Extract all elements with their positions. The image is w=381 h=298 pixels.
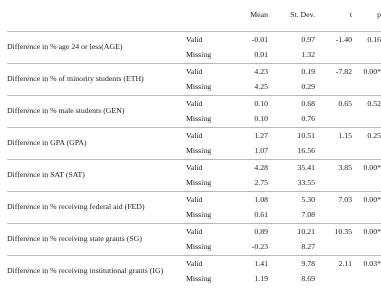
header-t: t bbox=[315, 0, 352, 32]
sd-value: 10.21 bbox=[268, 224, 315, 240]
p-value-empty bbox=[352, 48, 381, 64]
header-p: p bbox=[352, 0, 381, 32]
mean-value: 2.75 bbox=[254, 178, 268, 188]
mean-value: 0.10 bbox=[228, 96, 268, 112]
group-label: Missing bbox=[186, 274, 212, 284]
variable-label: Difference in SAT (SAT) bbox=[7, 160, 186, 192]
t-value: -1.40 bbox=[335, 34, 352, 44]
t-value-empty bbox=[315, 272, 352, 288]
sd-value: 16.56 bbox=[297, 146, 315, 156]
sd-value: 8.69 bbox=[301, 274, 315, 284]
mean-value: -0.23 bbox=[251, 242, 268, 252]
sd-value: 33.55 bbox=[297, 178, 315, 188]
p-value: 0.00* bbox=[352, 160, 381, 176]
mean-value: -0.01 bbox=[251, 34, 268, 44]
t-value-empty bbox=[315, 144, 352, 160]
t-value: 10.35 bbox=[315, 224, 352, 240]
mean-value: 0.10 bbox=[254, 114, 268, 124]
group-label: Valid bbox=[186, 96, 228, 112]
t-value: 0.65 bbox=[315, 96, 352, 112]
variable-label: Difference in % receiving institutional grants (IG) bbox=[7, 256, 186, 288]
mean-value: 0.61 bbox=[254, 210, 268, 220]
sd-value: 5.30 bbox=[268, 192, 315, 208]
table-row-valid bbox=[7, 224, 381, 240]
sd-value: 0.68 bbox=[268, 96, 315, 112]
group-label: Missing bbox=[186, 82, 212, 92]
mean-value: 0.01 bbox=[254, 50, 268, 60]
mean-value: 1.41 bbox=[228, 256, 268, 272]
p-value-empty bbox=[352, 80, 381, 96]
t-value-empty bbox=[315, 240, 352, 256]
variable-label: Difference in GPA (GPA) bbox=[7, 128, 186, 160]
sd-value: 1.32 bbox=[301, 50, 315, 60]
p-value: 0.25 bbox=[352, 128, 381, 144]
group-label: Missing bbox=[186, 210, 212, 220]
t-value: 3.85 bbox=[315, 160, 352, 176]
mean-value: 1.08 bbox=[228, 192, 268, 208]
group-label: Valid bbox=[186, 34, 203, 44]
p-value: 0.00* bbox=[352, 64, 381, 80]
table-row-valid bbox=[7, 192, 381, 208]
mean-value: 4.28 bbox=[228, 160, 268, 176]
t-value: -7.82 bbox=[315, 64, 352, 80]
group-label: Missing bbox=[186, 242, 212, 252]
table-row-valid bbox=[7, 128, 381, 144]
variable-label: Difference in % receiving state grants (SG) bbox=[7, 224, 186, 256]
p-value-empty bbox=[352, 208, 381, 224]
header-variable bbox=[7, 0, 186, 32]
mean-value: 0.89 bbox=[228, 224, 268, 240]
t-value: 2.11 bbox=[315, 256, 352, 272]
t-value-empty bbox=[315, 208, 352, 224]
table-row-valid bbox=[7, 32, 381, 48]
sd-value: 7.08 bbox=[301, 210, 315, 220]
mean-value: 1.07 bbox=[254, 146, 268, 156]
p-value-empty bbox=[352, 176, 381, 192]
sd-value: 0.76 bbox=[301, 114, 315, 124]
group-label: Valid bbox=[186, 256, 228, 272]
group-label: Valid bbox=[186, 192, 228, 208]
p-value: 0.16 bbox=[367, 34, 381, 44]
group-label: Missing bbox=[186, 178, 212, 188]
t-value-empty bbox=[315, 48, 352, 64]
table-row-valid bbox=[7, 96, 381, 112]
sd-value: 10.51 bbox=[268, 128, 315, 144]
header-sd: St. Dev. bbox=[268, 0, 315, 32]
group-label: Valid bbox=[186, 64, 228, 80]
p-value: 0.00* bbox=[352, 224, 381, 240]
group-label: Missing bbox=[186, 114, 212, 124]
sd-value: 8.27 bbox=[301, 242, 315, 252]
p-value: 0.00* bbox=[352, 192, 381, 208]
mean-value: 4.23 bbox=[228, 64, 268, 80]
variable-label: Difference in % of minority students (ETH) bbox=[7, 64, 186, 96]
sd-value: 0.19 bbox=[268, 64, 315, 80]
group-label: Valid bbox=[186, 224, 228, 240]
mean-value: 4.25 bbox=[254, 82, 268, 92]
header-group bbox=[186, 0, 228, 32]
group-label: Missing bbox=[186, 146, 212, 156]
group-label: Missing bbox=[186, 50, 212, 60]
t-value: 1.15 bbox=[315, 128, 352, 144]
p-value: 0.03* bbox=[352, 256, 381, 272]
p-value-empty bbox=[352, 144, 381, 160]
variable-label: Difference in % age 24 or less(AGE) bbox=[7, 42, 123, 52]
group-label: Valid bbox=[186, 160, 228, 176]
p-value-empty bbox=[352, 112, 381, 128]
mean-value: 1.27 bbox=[228, 128, 268, 144]
table-row-valid bbox=[7, 160, 381, 176]
variable-label: Difference in % male students (GEN) bbox=[7, 96, 186, 128]
sd-value: 9.78 bbox=[268, 256, 315, 272]
t-value-empty bbox=[315, 112, 352, 128]
table-body bbox=[7, 32, 381, 288]
p-value-empty bbox=[352, 240, 381, 256]
p-value: 0.52 bbox=[352, 96, 381, 112]
table-row-valid bbox=[7, 64, 381, 80]
t-value: 7.03 bbox=[315, 192, 352, 208]
statistics-table bbox=[7, 0, 381, 287]
sd-value: 0.97 bbox=[301, 34, 315, 44]
table-row-valid bbox=[7, 256, 381, 272]
header-mean: Mean bbox=[228, 0, 268, 32]
t-value-empty bbox=[315, 80, 352, 96]
p-value-empty bbox=[352, 272, 381, 288]
sd-value: 0.29 bbox=[301, 82, 315, 92]
sd-value: 35.41 bbox=[268, 160, 315, 176]
header-row bbox=[7, 0, 381, 32]
t-value-empty bbox=[315, 176, 352, 192]
variable-label: Difference in % receiving federal aid (FED) bbox=[7, 192, 186, 224]
mean-value: 1.19 bbox=[254, 274, 268, 284]
group-label: Valid bbox=[186, 128, 228, 144]
